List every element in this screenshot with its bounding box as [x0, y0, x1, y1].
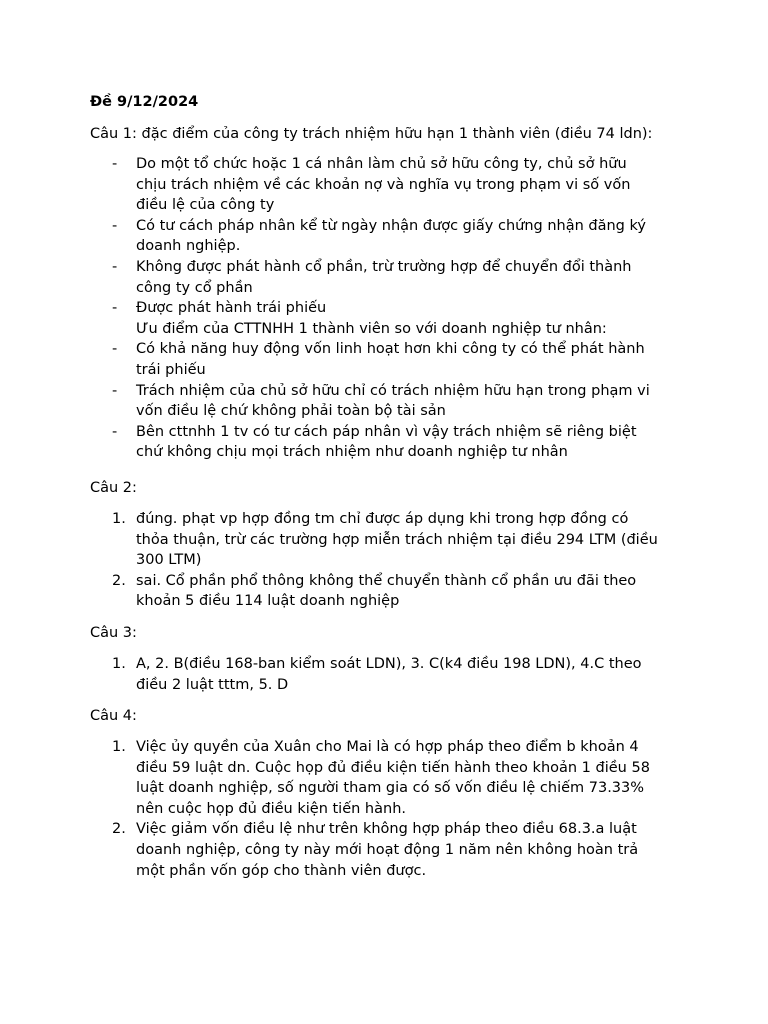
list-item: - Có tư cách pháp nhân kể từ ngày nhận được giấy chứng nhận đăng ký doanh nghiệp.: [90, 216, 690, 257]
q4-heading: Câu 4:: [90, 708, 137, 724]
list-item: 1. Việc ủy quyền của Xuân cho Mai là có hợp pháp theo điểm b khoản 4 điều 59 luật dn. Cuộc họp đủ điều kiện tiến hành theo khoản 1 điều 58 luật doanh nghiệp, số người tham gia có số vốn điều lệ chiếm 73.33% nên cuộc họp đủ điều kiện tiến hành.: [112, 739, 650, 817]
line: doanh nghiệp.: [136, 238, 241, 255]
line: chứ không chịu mọi trách nhiệm như doanh nghiệp tư nhân: [136, 444, 568, 461]
line: Không được phát hành cổ phần, trừ trường hợp để chuyển đổi thành: [136, 258, 632, 275]
line: Được phát hành trái phiếu: [136, 300, 327, 317]
q4-answer-list: [90, 737, 690, 881]
q1-heading: Câu 1: đặc điểm của công ty trách nhiệm hữu hạn 1 thành viên (điều 74 ldn):: [90, 126, 653, 142]
q2-answer-list: [90, 509, 690, 612]
q3-answer-list: [90, 654, 690, 695]
line: Do một tổ chức hoặc 1 cá nhân làm chủ sở hữu công ty, chủ sở hữu: [136, 156, 627, 172]
list-item: 1. A, 2. B(điều 168-ban kiểm soát LDN), 3. C(k4 điều 198 LDN), 4.C theo điều 2 luật tttm, 5. D: [112, 656, 642, 693]
list-item: 2. sai. Cổ phần phổ thông không thể chuyển thành cổ phần ưu đãi theo khoản 5 điều 114 luật doanh nghiệp: [112, 572, 637, 610]
line: trái phiếu: [136, 361, 206, 378]
list-item: - Do một tổ chức hoặc 1 cá nhân làm chủ sở hữu công ty, chủ sở hữu chịu trách nhiệm về các khoản nợ và nghĩa vụ trong phạm vi số vốn điều lệ của công ty: [90, 154, 690, 216]
line: công ty cổ phần: [136, 279, 253, 296]
list-item: 1. đúng. phạt vp hợp đồng tm chỉ được áp dụng khi trong hợp đồng có thỏa thuận, trừ các trường hợp miễn trách nhiệm tại điều 294 LTM (điều 300 LTM): [112, 511, 658, 569]
line: Có tư cách pháp nhân kể từ ngày nhận được giấy chứng nhận đăng ký: [136, 217, 646, 234]
list-item: - Trách nhiệm của chủ sở hữu chỉ có trách nhiệm hữu hạn trong phạm vi vốn điều lệ chứ không phải toàn bộ tài sản: [90, 381, 690, 422]
line: Có khả năng huy động vốn linh hoạt hơn khi công ty có thể phát hành: [136, 341, 645, 358]
q3-heading: Câu 3:: [90, 625, 137, 641]
q2-heading: Câu 2:: [90, 480, 137, 496]
line: Bên cttnhh 1 tv có tư cách páp nhân vì vậy trách nhiệm sẽ riêng biệt: [136, 423, 637, 440]
line: vốn điều lệ chứ không phải toàn bộ tài sản: [136, 403, 446, 420]
line: điều lệ của công ty: [136, 197, 275, 214]
line: Trách nhiệm của chủ sở hữu chỉ có trách nhiệm hữu hạn trong phạm vi: [136, 382, 650, 399]
list-item: - Có khả năng huy động vốn linh hoạt hơn khi công ty có thể phát hành trái phiếu: [90, 339, 690, 380]
list-item: 2. Việc giảm vốn điều lệ như trên không hợp pháp theo điều 68.3.a luật doanh nghiệp, công ty này mới hoạt động 1 năm nên không hoàn trả một phần vốn góp cho thành viên được.: [112, 821, 639, 879]
list-item: - Bên cttnhh 1 tv có tư cách páp nhân vì vậy trách nhiệm sẽ riêng biệt chứ không chịu mọi trách nhiệm như doanh nghiệp tư nhân: [90, 422, 690, 463]
list-item: - Được phát hành trái phiếu: [90, 298, 690, 319]
advantage-heading: Ưu điểm của CTTNHH 1 thành viên so với doanh nghiệp tư nhân:: [136, 320, 607, 337]
q1-characteristics-list: [90, 154, 690, 463]
document-title: Đề 9/12/2024: [90, 94, 199, 110]
line: chịu trách nhiệm về các khoản nợ và nghĩa vụ trong phạm vi số vốn: [136, 176, 631, 193]
list-item: - Không được phát hành cổ phần, trừ trường hợp để chuyển đổi thành công ty cổ phần: [90, 257, 690, 298]
